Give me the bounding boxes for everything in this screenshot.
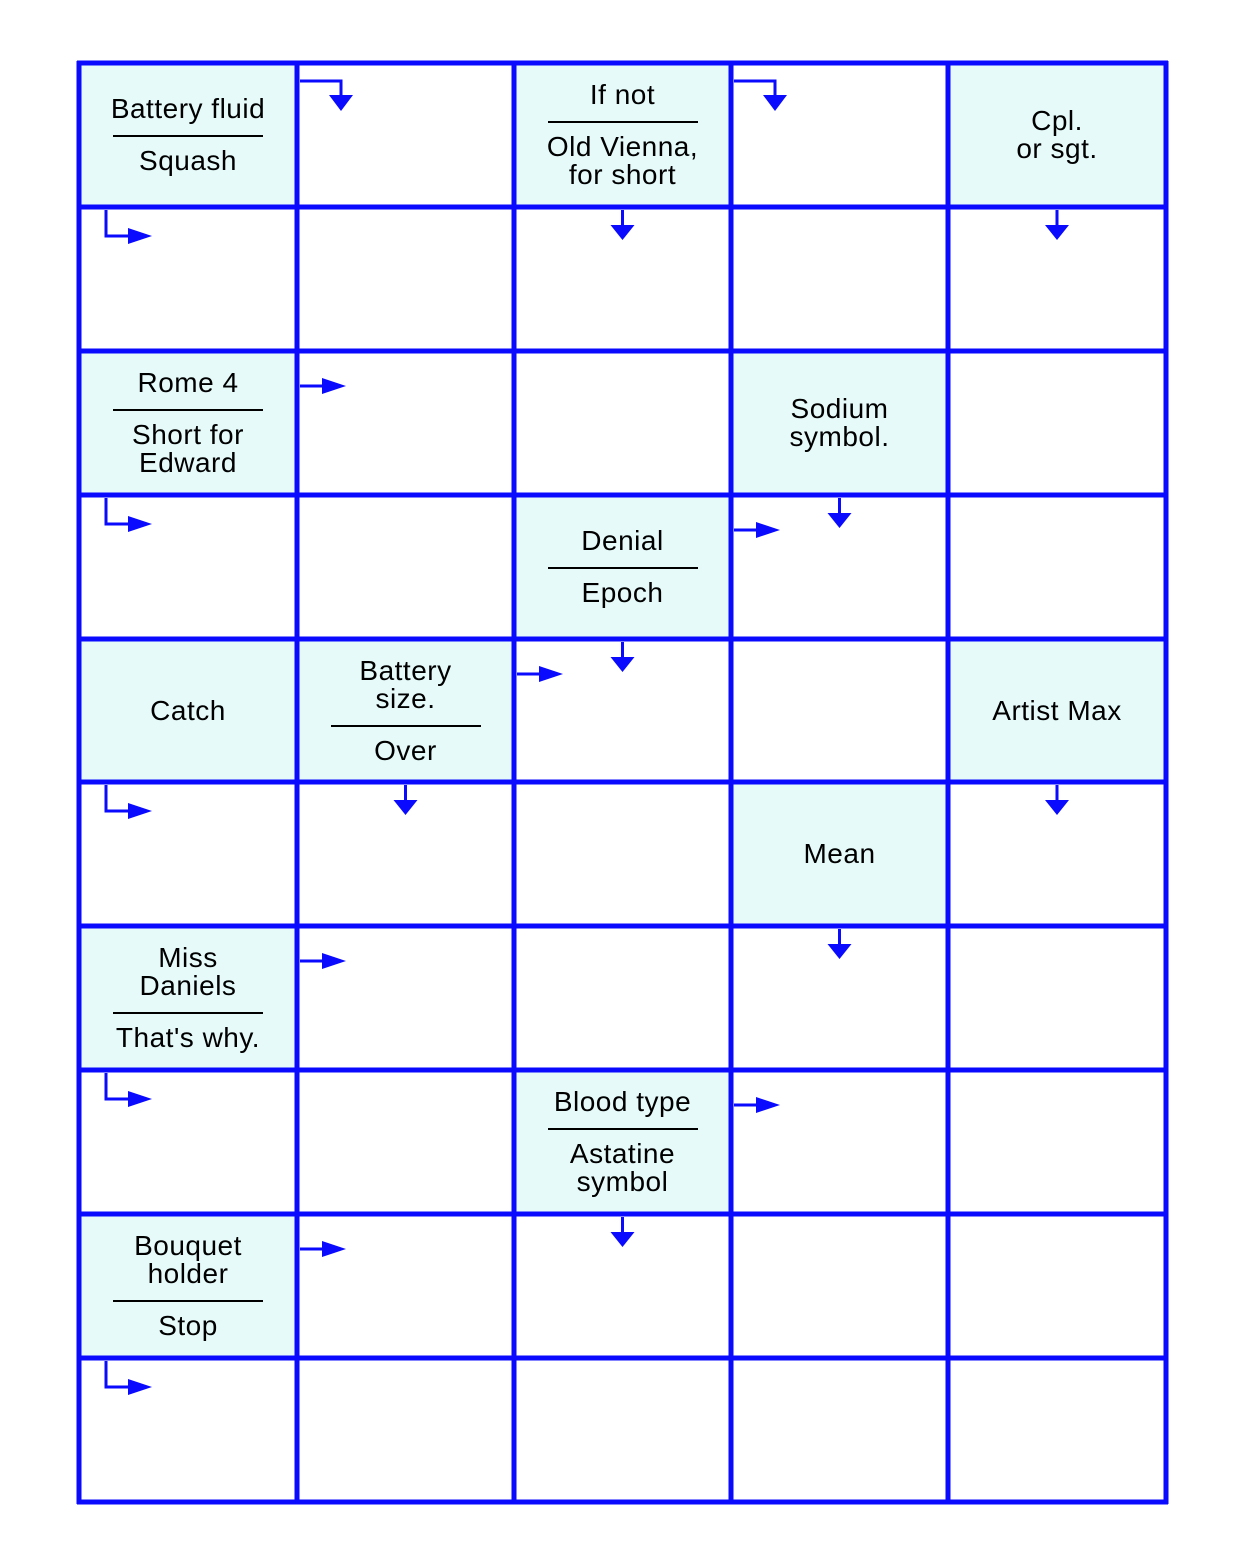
- answer-cell[interactable]: [297, 782, 514, 926]
- clue-across-text: Denial: [581, 525, 664, 556]
- clue-content: [948, 639, 1166, 782]
- clue-content: [514, 495, 731, 639]
- answer-cell[interactable]: [948, 926, 1166, 1070]
- clue-cell: [79, 351, 297, 495]
- clue-content: [514, 63, 731, 207]
- clue-divider: [548, 567, 698, 569]
- answer-cell[interactable]: [948, 1070, 1166, 1214]
- answer-cell[interactable]: [948, 1358, 1166, 1502]
- clue-content: [514, 1070, 731, 1214]
- clue-content: [731, 351, 948, 495]
- clue-cell: [514, 495, 731, 639]
- clue-content: [79, 351, 297, 495]
- clue-cell: [79, 639, 297, 782]
- clue-across-text: Bouquet holder: [134, 1230, 242, 1289]
- clue-content: [79, 926, 297, 1070]
- answer-cell[interactable]: [514, 782, 731, 926]
- answer-cell[interactable]: [297, 207, 514, 351]
- clue-content: [297, 639, 514, 782]
- answer-cell[interactable]: [731, 207, 948, 351]
- clue-down-text: Epoch: [581, 577, 664, 608]
- answer-cell[interactable]: [731, 926, 948, 1070]
- answer-cell[interactable]: [948, 1214, 1166, 1358]
- answer-cell[interactable]: [297, 351, 514, 495]
- clue-content: [948, 63, 1166, 207]
- answer-cell[interactable]: [514, 926, 731, 1070]
- clue-down-text: Astatine symbol: [569, 1138, 676, 1197]
- answer-cell[interactable]: [297, 495, 514, 639]
- clue-divider: [113, 1300, 263, 1302]
- clue-down-text: That's why.: [115, 1022, 261, 1053]
- clue-across-text: Blood type: [553, 1086, 692, 1117]
- clue-divider: [331, 725, 481, 727]
- clue-across-text: If not: [589, 79, 656, 110]
- clue-text: Sodium symbol.: [789, 393, 890, 452]
- clue-cell: [297, 639, 514, 782]
- answer-cell[interactable]: [297, 926, 514, 1070]
- clue-divider: [113, 135, 263, 137]
- clue-text: Artist Max: [992, 694, 1122, 726]
- clue-cell: [514, 1070, 731, 1214]
- answer-cell[interactable]: [297, 1358, 514, 1502]
- clue-text: Mean: [803, 838, 876, 869]
- answer-cell[interactable]: [79, 1358, 297, 1502]
- answer-cell[interactable]: [297, 63, 514, 207]
- clue-cell: [948, 63, 1166, 207]
- answer-cell[interactable]: [514, 639, 731, 782]
- answer-cell[interactable]: [731, 1214, 948, 1358]
- answer-cell[interactable]: [948, 495, 1166, 639]
- clue-text: Cpl. or sgt.: [1016, 105, 1098, 164]
- answer-cell[interactable]: [948, 207, 1166, 351]
- answer-cell[interactable]: [79, 495, 297, 639]
- clue-across-text: Miss Daniels: [139, 942, 237, 1001]
- clue-text: Catch: [150, 694, 226, 726]
- clue-cell: [79, 1214, 297, 1358]
- clue-divider: [113, 409, 263, 411]
- answer-cell[interactable]: [731, 1070, 948, 1214]
- answer-cell[interactable]: [731, 639, 948, 782]
- answer-cell[interactable]: [514, 207, 731, 351]
- answer-cell[interactable]: [514, 1214, 731, 1358]
- clue-cell: [79, 63, 297, 207]
- clue-down-text: Squash: [139, 145, 237, 176]
- answer-cell[interactable]: [297, 1070, 514, 1214]
- answer-cell[interactable]: [79, 207, 297, 351]
- clue-across-text: Rome 4: [137, 367, 239, 398]
- clue-cell: [514, 63, 731, 207]
- clue-down-text: Short for Edward: [132, 419, 244, 478]
- answer-cell[interactable]: [79, 1070, 297, 1214]
- clue-divider: [548, 1128, 698, 1130]
- clue-content: [79, 639, 297, 782]
- answer-cell[interactable]: [79, 782, 297, 926]
- answer-cell[interactable]: [731, 1358, 948, 1502]
- answer-cell[interactable]: [514, 351, 731, 495]
- clue-across-text: Battery size.: [359, 654, 452, 714]
- clue-divider: [548, 121, 698, 123]
- answer-cell[interactable]: [948, 351, 1166, 495]
- answer-cell[interactable]: [514, 1358, 731, 1502]
- clue-cell: [731, 351, 948, 495]
- clue-down-text: Old Vienna, for short: [546, 131, 699, 190]
- clue-content: [731, 782, 948, 926]
- answer-cell[interactable]: [297, 1214, 514, 1358]
- clue-divider: [113, 1012, 263, 1014]
- answer-cell[interactable]: [731, 63, 948, 207]
- clue-down-text: Over: [374, 734, 437, 766]
- answer-cell[interactable]: [948, 782, 1166, 926]
- clue-cell: [79, 926, 297, 1070]
- clue-content: [79, 63, 297, 207]
- clue-content: [79, 1214, 297, 1358]
- clue-cell: [948, 639, 1166, 782]
- clue-down-text: Stop: [158, 1310, 218, 1341]
- clue-cell: [731, 782, 948, 926]
- answer-cell[interactable]: [731, 495, 948, 639]
- crossword-grid: [77, 61, 1169, 1504]
- clue-across-text: Battery fluid: [110, 93, 266, 124]
